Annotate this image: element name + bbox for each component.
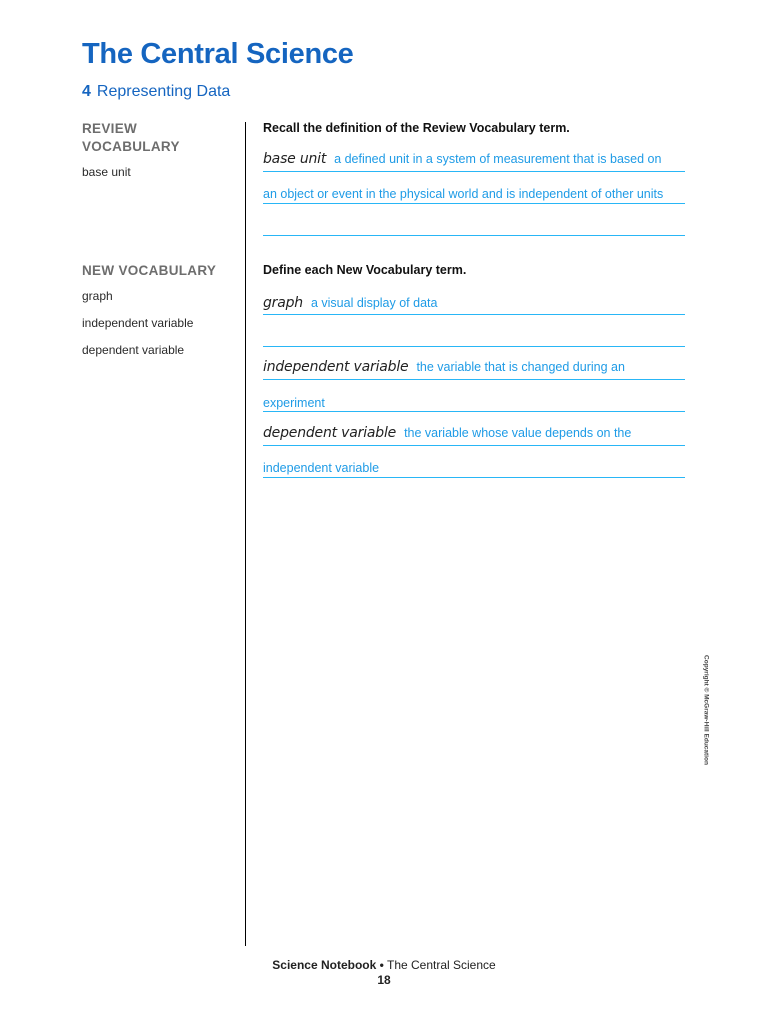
new-entry-graph-line1 [263,294,437,312]
entry-term: dependent variable [263,425,397,441]
new-vocabulary-heading: NEW VOCABULARY [82,263,217,278]
page-title: The Central Science [82,38,354,70]
entry-answer-continued: independent variable [263,461,380,475]
column-divider [245,122,246,946]
entry-answer-continued: an object or event in the physical world and is independent of other units [263,187,664,201]
new-entry-dependent-variable-line2 [263,459,379,477]
new-instruction: Define each New Vocabulary term. [263,263,467,277]
answer-line [263,314,685,315]
footer-separator: • [379,958,384,972]
lesson-heading [82,83,230,101]
new-term-dependent-variable: dependent variable [82,343,185,357]
entry-answer: a defined unit in a system of measurement that is based on [334,152,662,166]
answer-line [263,203,685,204]
lesson-number: 4 [82,83,91,100]
new-entry-independent-variable-line2 [263,394,325,412]
entry-answer: a visual display of data [310,296,438,310]
answer-line [263,445,685,446]
page-number: 18 [377,973,391,987]
answer-line [263,346,685,347]
copyright-notice: Copyright © McGraw-Hill Education [702,655,710,765]
answer-line [263,477,685,478]
entry-answer-continued: experiment [263,396,325,410]
review-heading-line2: VOCABULARY [82,139,180,154]
review-entry-base-unit-line1 [263,150,661,168]
review-vocabulary-heading [82,120,180,156]
answer-line [263,411,685,412]
answer-line [263,379,685,380]
entry-term: base unit [263,151,327,167]
entry-answer: the variable whose value depends on the [404,426,632,440]
entry-term: independent variable [263,359,409,375]
new-term-independent-variable: independent variable [82,316,194,330]
lesson-title: Representing Data [96,83,231,100]
review-heading-line1: REVIEW [82,121,138,136]
footer-book: Science Notebook [272,958,377,972]
answer-line [263,235,685,236]
new-entry-dependent-variable-line1 [263,424,631,442]
review-term-base-unit: base unit [82,165,131,179]
review-entry-base-unit-line2 [263,185,663,203]
new-term-graph: graph [82,289,113,303]
new-entry-independent-variable-line1 [263,358,625,376]
entry-term: graph [263,295,303,311]
entry-answer: the variable that is changed during an [416,360,625,374]
footer-book-line [0,958,768,972]
footer-book-title: The Central Science [386,958,496,972]
answer-line [263,171,685,172]
review-instruction: Recall the definition of the Review Vocabulary term. [263,121,570,135]
